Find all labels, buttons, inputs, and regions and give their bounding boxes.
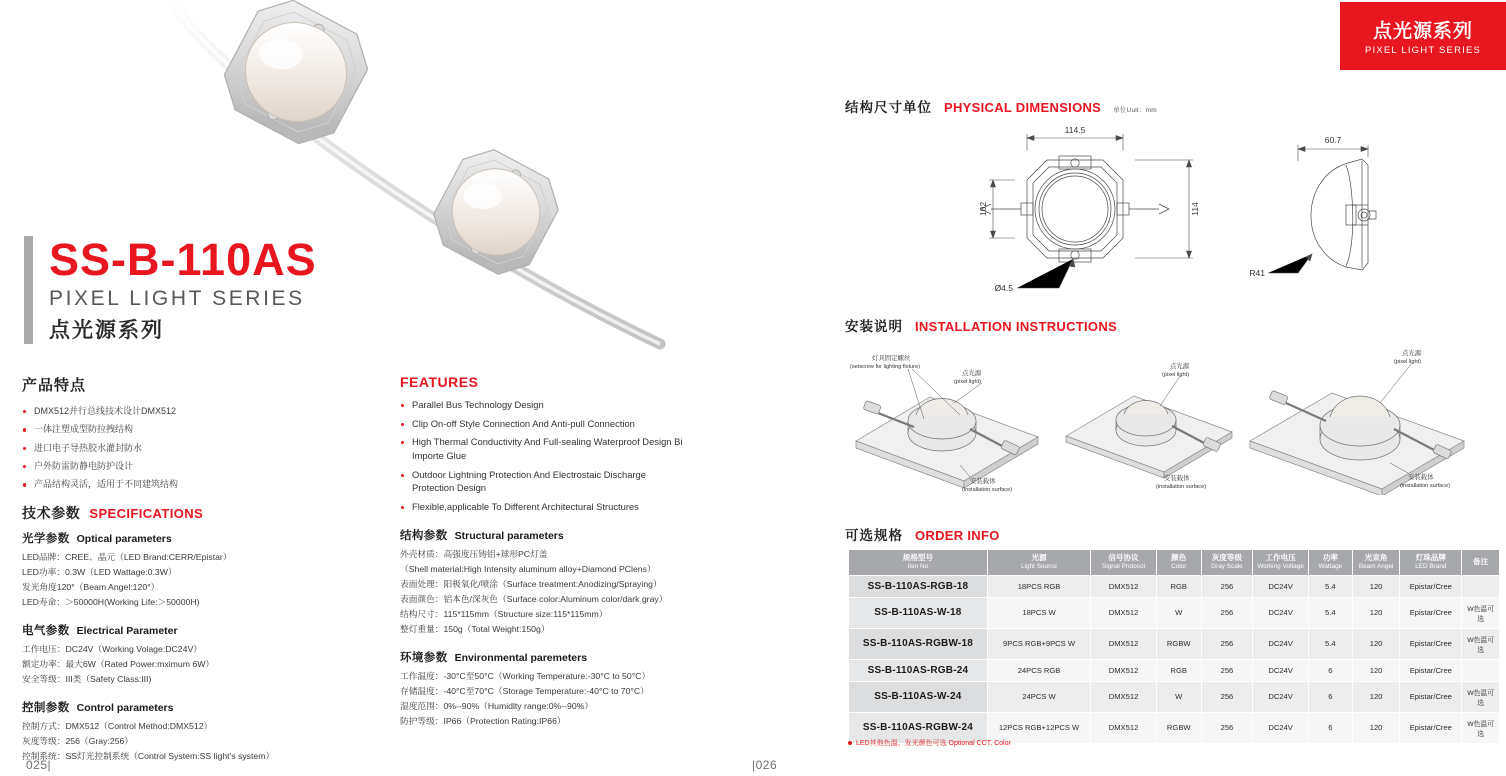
label-surface-en: (installation surface) [962, 487, 1013, 493]
dimensions-heading-cn: 结构尺寸单位 [845, 100, 932, 115]
col-label-cn: 灰度等级 [1211, 553, 1243, 562]
cell-beam-angle: 120 [1352, 628, 1400, 659]
features-section-en [400, 374, 690, 518]
label-screw-cn: 灯具固定螺丝 [872, 355, 911, 362]
label-light-cn: 点光源 [1402, 350, 1422, 357]
cell-light-source: 12PCS RGB+12PCS W [987, 712, 1090, 743]
col-remark [1462, 550, 1500, 576]
col-label-cn: 灯珠品牌 [1415, 553, 1446, 562]
cell-remark [1462, 575, 1500, 597]
cell-remark: W色温可选 [1462, 681, 1500, 712]
cell-item-no: SS-B-110AS-RGBW-24 [849, 712, 988, 743]
col-label-en: Iten No [907, 562, 929, 570]
col-label-en: Beam Angel [1358, 562, 1394, 570]
cell-signal-protocol: DMX512 [1091, 681, 1157, 712]
spec-line: 控制系统：SS灯光控制系统（Control System:SS light's system） [22, 750, 275, 761]
col-label-en: Wattage [1318, 562, 1343, 570]
spec-line: 表面处理：阳极氧化/喷涂（Surface treatment:Anodizing/Spraying） [400, 578, 662, 589]
features-list-en [400, 398, 690, 513]
installation-heading-cn: 安装说明 [845, 319, 903, 334]
model-number: SS-B-110AS [49, 234, 317, 285]
cell-color: RGBW [1156, 628, 1201, 659]
cell-working-voltage: DC24V [1253, 659, 1309, 681]
spec-group-structural [400, 527, 700, 637]
label-light-cn: 点光源 [1170, 363, 1190, 370]
front-view-drawing [955, 120, 1215, 315]
cell-color: RGB [1156, 575, 1201, 597]
specifications-heading [22, 503, 203, 523]
banner-title-en: PIXEL LIGHT SERIES [1364, 45, 1482, 56]
table-row [849, 597, 1500, 628]
banner-title-cn: 点光源系列 [1372, 21, 1473, 42]
page-title [24, 236, 317, 344]
order-heading-cn: 可选规格 [845, 528, 903, 543]
col-label-cn: 光源 [1031, 553, 1047, 562]
col-led-brand [1400, 550, 1462, 576]
col-label-en: Gray Scale [1211, 562, 1243, 570]
cell-led-brand: Epistar/Cree [1400, 712, 1462, 743]
title-accent-bar [24, 236, 33, 344]
cell-color: W [1156, 681, 1201, 712]
cell-gray-scale: 256 [1201, 628, 1253, 659]
cell-item-no: SS-B-110AS-W-18 [849, 597, 988, 628]
installation-heading [845, 315, 1117, 335]
cell-beam-angle: 120 [1352, 597, 1400, 628]
cell-remark: W色温可选 [1462, 597, 1500, 628]
dim-depth: 60.7 [1324, 135, 1342, 145]
spec-line: 整灯重量：150g（Total Weight:150g） [400, 623, 550, 634]
spec-line: 存储温度：-40°C至70°C（Storage Temperature:-40°C to 70°C） [400, 685, 649, 696]
spec-line: 工作温度：-30°C至50°C（Working Temperature:-30°C to 50°C） [400, 670, 651, 681]
cell-light-source: 18PCS W [987, 597, 1090, 628]
spec-line: （Shell material:High Intensity aluminum alloy+Diamond PClens） [400, 563, 656, 574]
cell-gray-scale: 256 [1201, 712, 1253, 743]
features-heading-cn: 产品特点 [22, 377, 87, 394]
cell-working-voltage: DC24V [1253, 597, 1309, 628]
label-light-cn: 点光源 [962, 370, 982, 377]
cell-item-no: SS-B-110AS-RGBW-18 [849, 628, 988, 659]
cell-wattage: 6 [1308, 712, 1352, 743]
cell-remark [1462, 659, 1500, 681]
label-light-en: (pixel light) [954, 379, 982, 385]
cell-wattage: 6 [1308, 681, 1352, 712]
spec-group-title-en: Control parameters [76, 701, 174, 714]
feature-item: High Thermal Conductivity And Full-sealing Waterproof Design Bi Importe Glue [400, 435, 690, 462]
cell-signal-protocol: DMX512 [1091, 575, 1157, 597]
dim-radius: R41 [1249, 268, 1265, 278]
cell-item-no: SS-B-110AS-RGB-18 [849, 575, 988, 597]
spec-line: 结构尺寸：115*115mm（Structure size:115*115mm） [400, 608, 608, 619]
feature-item: 进口电子导热胶水灌封防水 [22, 441, 372, 456]
spec-group-title-en: Electrical Parameter [76, 624, 178, 637]
dim-width: 114.5 [1064, 125, 1086, 135]
spec-line: 表面颜色：铝本色/深灰色（Surface color:Aluminum color/dark gray） [400, 593, 668, 604]
spec-line: 湿度范围：0%--90%（Humidlty range:0%--90%） [400, 700, 594, 711]
footnote-text: LED其他色温、发光颜色可选 Optional CCT. Color [856, 740, 1011, 747]
feature-item: Flexible,applicable To Different Architectural Structures [400, 500, 690, 514]
col-gray-scale [1201, 550, 1253, 576]
cell-item-no: SS-B-110AS-RGB-24 [849, 659, 988, 681]
col-label-en: LED Brand [1415, 562, 1447, 570]
feature-item: 户外防雷防静电防护设计 [22, 459, 372, 474]
cell-light-source: 24PCS W [987, 681, 1090, 712]
cell-beam-angle: 120 [1352, 712, 1400, 743]
col-working-voltage [1253, 550, 1309, 576]
label-screw-en: (setscrew for lighting fixture) [850, 364, 920, 370]
cell-light-source: 9PCS RGB+9PCS W [987, 628, 1090, 659]
spec-line: LED功率：0.3W（LED Wattage:0.3W） [22, 566, 177, 577]
col-label-en: Signal Protocol [1102, 562, 1146, 570]
col-beam-angle [1352, 550, 1400, 576]
spec-group-environmental [400, 649, 700, 729]
spec-group-title-cn: 结构参数 [400, 530, 448, 542]
spec-heading-cn: 技术参数 [22, 505, 81, 521]
feature-item: 一体注塑成型防拉拽结构 [22, 422, 372, 437]
order-heading-en: ORDER INFO [915, 528, 1000, 543]
series-name-cn: 点光源系列 [49, 319, 164, 343]
cell-signal-protocol: DMX512 [1091, 659, 1157, 681]
col-label-cn: 工作电压 [1265, 553, 1296, 562]
table-row [849, 628, 1500, 659]
dimensions-heading-en: PHYSICAL DIMENSIONS [944, 100, 1102, 115]
spec-group-control [22, 699, 382, 764]
cell-signal-protocol: DMX512 [1091, 597, 1157, 628]
cell-led-brand: Epistar/Cree [1400, 575, 1462, 597]
label-surface-en: (installation surface) [1156, 484, 1207, 490]
spec-group-title-cn: 光学参数 [22, 533, 70, 545]
features-list-cn [22, 404, 372, 492]
col-item-no [849, 550, 988, 576]
cell-led-brand: Epistar/Cree [1400, 681, 1462, 712]
series-name-en: PIXEL LIGHT SERIES [49, 287, 305, 311]
cell-wattage: 5.4 [1308, 628, 1352, 659]
spec-heading-en: SPECIFICATIONS [89, 506, 204, 521]
table-footnote [848, 738, 1011, 748]
spec-group-title-en: Structural parameters [454, 530, 564, 542]
cell-gray-scale: 256 [1201, 597, 1253, 628]
col-label-en: Color [1171, 562, 1187, 570]
cell-light-source: 18PCS RGB [987, 575, 1090, 597]
spec-line: LED品牌：CREE、晶元（LED Brand:CERR/Epistar） [22, 552, 232, 562]
col-label-en: Working Voltage [1257, 562, 1304, 570]
dim-right-height: 114 [1190, 202, 1200, 216]
spec-column-right [400, 527, 700, 741]
cell-wattage: 6 [1308, 659, 1352, 681]
spec-group-electrical [22, 622, 382, 687]
spec-group-title-cn: 电气参数 [22, 624, 70, 637]
col-light-source [987, 550, 1090, 576]
cell-item-no: SS-B-110AS-W-24 [849, 681, 988, 712]
label-surface-en: (installation surface) [1400, 483, 1451, 489]
spec-group-title-cn: 环境参数 [400, 651, 448, 664]
spec-line: 控制方式：DMX512（Control Method:DMX512） [22, 720, 213, 731]
cell-wattage: 5.4 [1308, 597, 1352, 628]
feature-item: 产品结构灵活，适用于不同建筑结构 [22, 477, 372, 492]
spec-line: 灰度等级：256（Gray:256） [22, 735, 134, 746]
label-surface-cn: 安装载体 [1164, 475, 1190, 482]
cell-light-source: 24PCS RGB [987, 659, 1090, 681]
col-signal-protocol [1091, 550, 1157, 576]
order-info-table [848, 549, 1500, 744]
feature-item: Parallel Bus Technology Design [400, 398, 690, 412]
installation-diagram-2 [1060, 352, 1240, 497]
cell-led-brand: Epistar/Cree [1400, 659, 1462, 681]
spec-line: 防护等级：IP66（Protection Rating:IP66） [400, 715, 566, 726]
spec-line: 安全等级：III类（Safety Class:III) [22, 673, 152, 684]
col-color [1156, 550, 1201, 576]
table-header-row [849, 550, 1500, 576]
cell-beam-angle: 120 [1352, 575, 1400, 597]
cell-remark: W色温可选 [1462, 712, 1500, 743]
side-view-drawing [1240, 125, 1495, 310]
dimensions-unit-label: 单位Uuit：mm [1113, 107, 1157, 114]
installation-diagram-1 [842, 345, 1057, 500]
label-light-en: (pixel light) [1162, 372, 1190, 378]
cell-gray-scale: 256 [1201, 681, 1253, 712]
cell-working-voltage: DC24V [1253, 628, 1309, 659]
cell-working-voltage: DC24V [1253, 575, 1309, 597]
order-info-heading [845, 524, 1000, 544]
cell-remark: W色温可选 [1462, 628, 1500, 659]
spec-group-optical [22, 530, 382, 610]
spec-group-title-en: Environmental paremeters [454, 651, 588, 664]
cell-color: W [1156, 597, 1201, 628]
cell-gray-scale: 256 [1201, 659, 1253, 681]
cell-led-brand: Epistar/Cree [1400, 597, 1462, 628]
table-row [849, 659, 1500, 681]
features-heading-en: FEATURES [400, 374, 479, 390]
cell-color: RGBW [1156, 712, 1201, 743]
cell-led-brand: Epistar/Cree [1400, 628, 1462, 659]
dim-hole-diameter: Ø4.5 [994, 283, 1013, 293]
label-surface-cn: 安装载体 [1408, 474, 1434, 481]
col-label-cn: 备注 [1473, 556, 1489, 566]
installation-diagram-3 [1240, 345, 1495, 500]
label-surface-cn: 安装载体 [970, 478, 996, 485]
series-banner [1340, 2, 1506, 70]
cell-color: RGB [1156, 659, 1201, 681]
spec-group-title-en: Optical parameters [76, 533, 172, 545]
cell-working-voltage: DC24V [1253, 712, 1309, 743]
dim-left-height: 102 [978, 201, 988, 217]
cell-beam-angle: 120 [1352, 659, 1400, 681]
col-wattage [1308, 550, 1352, 576]
feature-item: Outdoor Lightning Protection And Electrostaic Discharge Protection Design [400, 468, 690, 495]
cell-wattage: 5.4 [1308, 575, 1352, 597]
table-row [849, 681, 1500, 712]
spec-column-left [22, 530, 382, 776]
col-label-cn: 颜色 [1171, 553, 1187, 562]
col-label-cn: 光束角 [1364, 553, 1388, 562]
spec-line: 外壳材质：高强度压铸铝+球形PC灯盖 [400, 549, 548, 559]
spec-line: 工作电压：DC24V（Working Volage:DC24V） [22, 643, 202, 654]
table-row [849, 575, 1500, 597]
dimensions-heading [845, 96, 1157, 116]
installation-heading-en: INSTALLATION INSTRUCTIONS [915, 319, 1118, 334]
spec-group-title-cn: 控制参数 [22, 701, 70, 714]
spec-line: 发光角度120°（Beam Angel:120°） [22, 581, 160, 592]
label-light-en: (pixel light) [1394, 359, 1422, 365]
spec-line: 额定功率：最大6W（Rated Power:mximum 6W） [22, 658, 215, 669]
col-label-cn: 规格型号 [902, 553, 934, 562]
page-number-right: |026 [752, 758, 778, 772]
col-label-cn: 信号协议 [1108, 553, 1139, 562]
features-section-cn [22, 374, 372, 496]
feature-item: Clip On-off Style Connection And Anti-pull Connection [400, 417, 690, 431]
cell-gray-scale: 256 [1201, 575, 1253, 597]
feature-item: DMX512并行总线技术设计DMX512 [22, 404, 372, 419]
spec-line: LED寿命：＞50000H(Working Life:＞50000H) [22, 596, 200, 607]
col-label-cn: 功率 [1322, 553, 1338, 562]
cell-beam-angle: 120 [1352, 681, 1400, 712]
cell-working-voltage: DC24V [1253, 681, 1309, 712]
cell-signal-protocol: DMX512 [1091, 628, 1157, 659]
bullet-icon [848, 741, 852, 745]
col-label-en: Light Source [1021, 562, 1057, 570]
cell-signal-protocol: DMX512 [1091, 712, 1157, 743]
page-number-left: 025| [26, 758, 52, 772]
